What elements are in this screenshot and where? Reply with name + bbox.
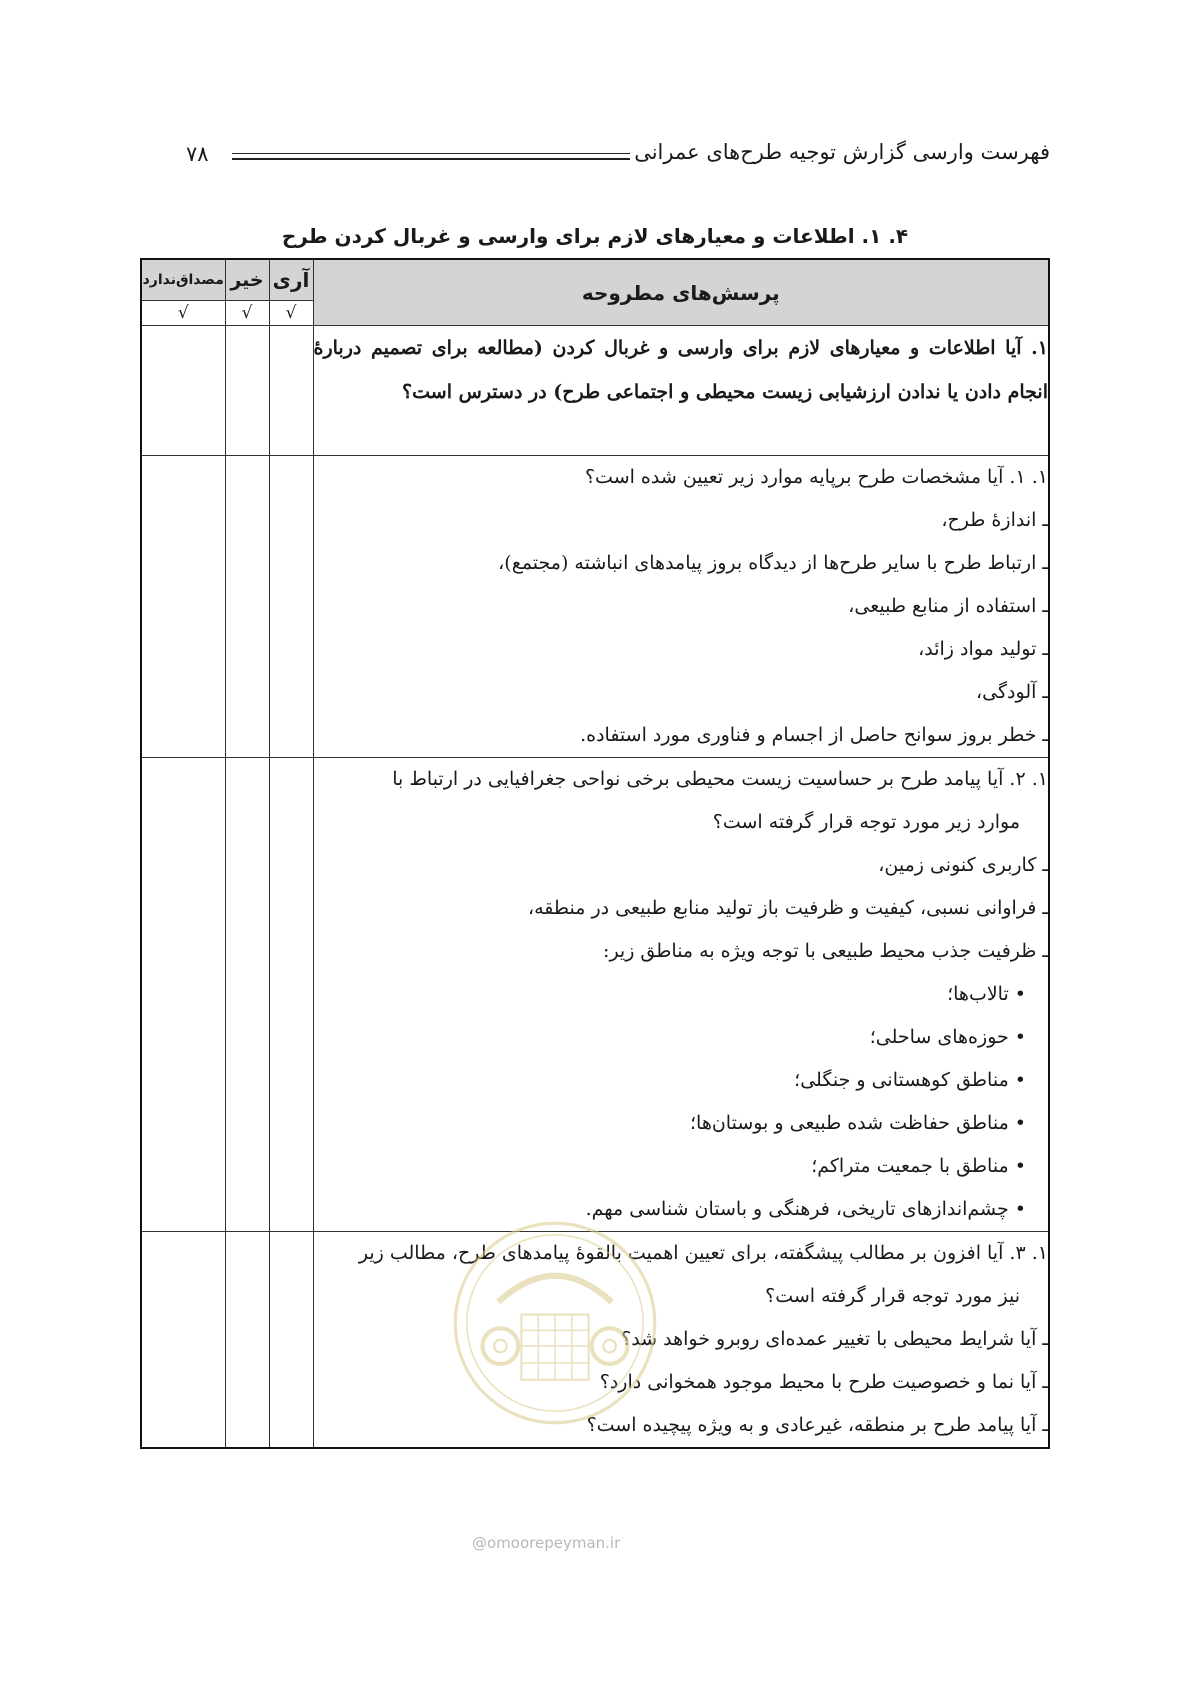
na-answer-cell[interactable] bbox=[141, 758, 225, 1232]
yes-check-mark: √ bbox=[269, 301, 313, 326]
question-1 bbox=[313, 326, 1049, 456]
no-answer-cell[interactable] bbox=[225, 456, 269, 758]
question-title-continued: نیز مورد توجه قرار گرفته است؟ bbox=[765, 1285, 1020, 1307]
question-1-line: است؟ bbox=[402, 381, 452, 403]
no-answer-cell[interactable] bbox=[225, 326, 269, 456]
list-item: ـ ارتباط طرح با سایر طرح‌ها از دیدگاه بروز پیامدهای انباشته (مجتمع)، bbox=[498, 552, 1048, 574]
bullet-item: • چشم‌اندازهای تاریخی، فرهنگی و باستان شناسی مهم. bbox=[585, 1198, 1026, 1220]
website-url: omoorepeyman.ir bbox=[487, 1534, 621, 1552]
list-item: ـ تولید مواد زائد، bbox=[918, 638, 1048, 660]
header-rule bbox=[232, 153, 630, 154]
running-title: فهرست وارسی گزارش توجیه طرح‌های عمرانی bbox=[634, 140, 1050, 164]
list-item: ـ کاربری کنونی زمین، bbox=[878, 854, 1048, 876]
question-1-line: ۱. آیا اطلاعات و معیارهای لازم برای وارسی و غربال کردن (مطالعه برای تصمیم bbox=[370, 337, 1048, 359]
no-check-mark: √ bbox=[225, 301, 269, 326]
yes-answer-cell[interactable] bbox=[269, 326, 313, 456]
bullet-item: • تالاب‌ها؛ bbox=[947, 983, 1026, 1005]
yes-answer-cell[interactable] bbox=[269, 456, 313, 758]
question-title: ۱. ۱. آیا مشخصات طرح برپایه موارد زیر تعیین شده است؟ bbox=[584, 466, 1048, 488]
header-rule-thick bbox=[232, 158, 630, 160]
publisher-seal-watermark bbox=[450, 1218, 660, 1428]
table-row bbox=[141, 758, 1049, 1232]
question-1-2 bbox=[313, 758, 1049, 1232]
list-item: ـ آلودگی، bbox=[976, 681, 1048, 703]
list-item: ـ آیا پیامد طرح بر منطقه، غیرعادی و به ویژه پیچیده است؟ bbox=[586, 1414, 1048, 1436]
yes-answer-cell[interactable] bbox=[269, 758, 313, 1232]
list-item: ـ اندازهٔ طرح، bbox=[941, 509, 1048, 531]
question-title: ۱. ۲. آیا پیامد طرح بر حساسیت زیست محیطی برخی نواحی جغرافیایی در ارتباط با bbox=[392, 768, 1048, 790]
na-check-mark: √ bbox=[141, 301, 225, 326]
bullet-item: • مناطق کوهستانی و جنگلی؛ bbox=[794, 1069, 1026, 1091]
list-item: ـ فراوانی نسبی، کیفیت و ظرفیت باز تولید منابع طبیعی در منطقه، bbox=[527, 897, 1048, 919]
na-answer-cell[interactable] bbox=[141, 456, 225, 758]
website-footer bbox=[472, 1534, 620, 1552]
at-icon: @ bbox=[472, 1534, 487, 1552]
question-1-3 bbox=[313, 1232, 1049, 1449]
table-row bbox=[141, 326, 1049, 456]
question-title: ۱. ۳. آیا افزون بر مطالب پیشگفته، برای تعیین اهمیت بالقوهٔ پیامدهای طرح، مطالب زیر bbox=[358, 1242, 1048, 1264]
list-item: ـ استفاده از منابع طبیعی، bbox=[848, 595, 1048, 617]
list-item: ـ آیا شرایط محیطی با تغییر عمده‌ای روبرو خواهد شد؟ bbox=[621, 1328, 1048, 1350]
page-number: ۷۸ bbox=[186, 142, 209, 166]
page-header bbox=[180, 140, 1050, 180]
no-column-header: خیر bbox=[225, 259, 269, 301]
yes-answer-cell[interactable] bbox=[269, 1232, 313, 1449]
na-column-header: مصداق‌ندارد bbox=[141, 259, 225, 301]
question-1-1 bbox=[313, 456, 1049, 758]
yes-column-header: آری bbox=[269, 259, 313, 301]
table-row bbox=[141, 456, 1049, 758]
na-answer-cell[interactable] bbox=[141, 326, 225, 456]
no-answer-cell[interactable] bbox=[225, 758, 269, 1232]
list-item: ـ ظرفیت جذب محیط طبیعی با توجه ویژه به مناطق زیر: bbox=[603, 940, 1048, 962]
na-answer-cell[interactable] bbox=[141, 1232, 225, 1449]
question-1-line: دربارهٔ انجام دادن یا ندادن ارزشیابی زیست محیطی و اجتماعی طرح) در دسترس bbox=[313, 337, 1048, 403]
no-answer-cell[interactable] bbox=[225, 1232, 269, 1449]
bullet-item: • مناطق حفاظت شده طبیعی و بوستان‌ها؛ bbox=[690, 1112, 1026, 1134]
list-item: ـ خطر بروز سوانح حاصل از اجسام و فناوری مورد استفاده. bbox=[580, 724, 1048, 746]
section-title: ۴. ۱. اطلاعات و معیارهای لازم برای وارسی و غربال کردن طرح bbox=[281, 224, 909, 248]
question-column-header: پرسش‌های مطروحه bbox=[313, 259, 1049, 326]
table-header-row bbox=[141, 259, 1049, 301]
bullet-item: • مناطق با جمعیت متراکم؛ bbox=[811, 1155, 1026, 1177]
bullet-item: • حوزه‌های ساحلی؛ bbox=[869, 1026, 1026, 1048]
list-item: ـ آیا نما و خصوصیت طرح با محیط موجود همخوانی دارد؟ bbox=[599, 1371, 1048, 1393]
question-title-continued: موارد زیر مورد توجه قرار گرفته است؟ bbox=[712, 811, 1020, 833]
